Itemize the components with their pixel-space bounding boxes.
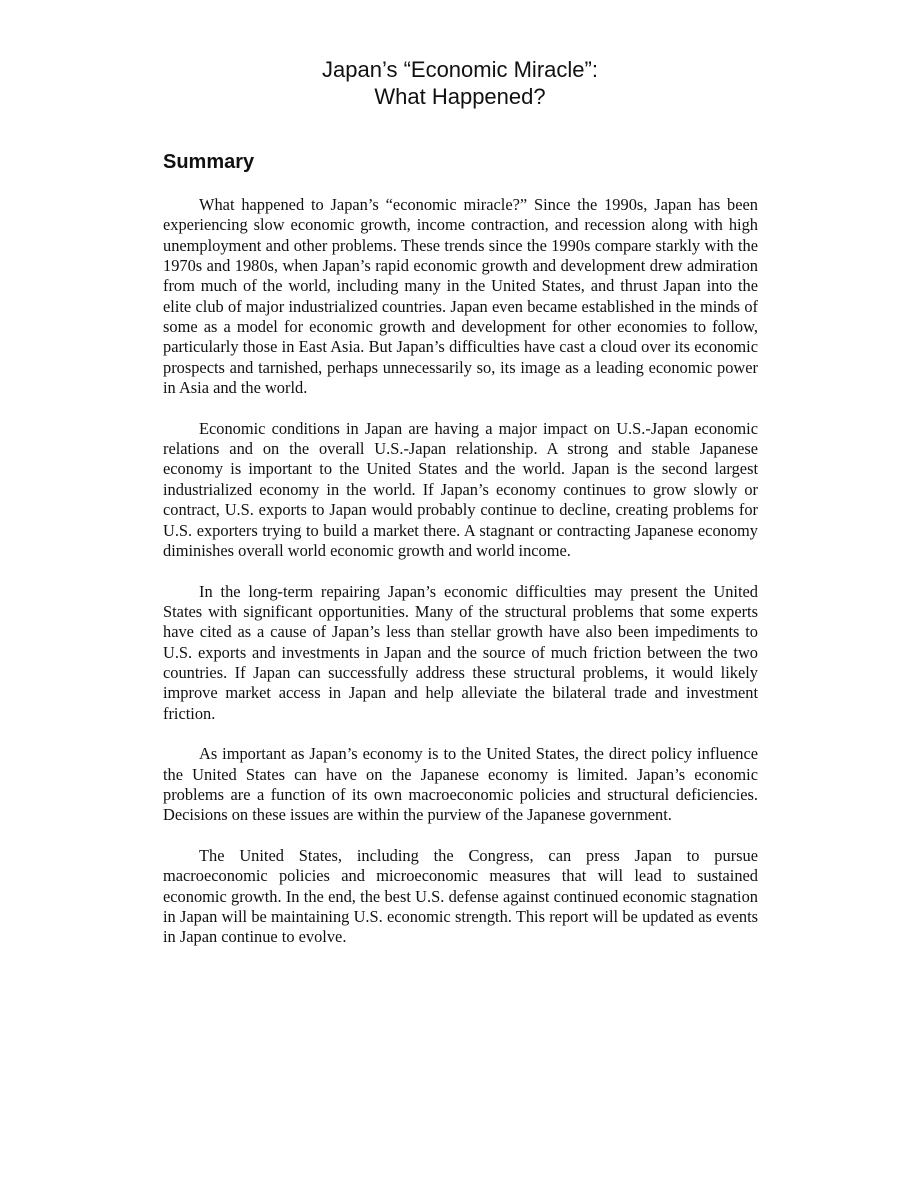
summary-paragraph: What happened to Japan’s “economic miracle?” Since the 1990s, Japan has been experiencing slow economic growth, income contraction, and recession along with high unemployment and other problems. These trends since the 1990s compare starkly with the 1970s and 1980s, when Japan’s rapid economic growth and development drew admiration from much of the world, including many in the United States, and thrust Japan into the elite club of major industrialized countries. Japan even became established in the minds of some as a model for economic growth and development for other economies to follow, particularly those in East Asia. But Japan’s difficulties have cast a cloud over its economic prospects and tarnished, perhaps unnecessarily so, its image as a leading economic power in Asia and the world. — [163, 195, 758, 398]
summary-body — [163, 195, 758, 968]
title-line-2: What Happened? — [374, 84, 546, 109]
summary-paragraph: The United States, including the Congress, can press Japan to pursue macroeconomic policies and microeconomic measures that will lead to sustained economic growth. In the end, the best U.S. defense against continued economic stagnation in Japan will be maintaining U.S. economic strength. This report will be updated as events in Japan continue to evolve. — [163, 846, 758, 947]
section-heading-summary: Summary — [163, 151, 255, 173]
summary-paragraph: In the long-term repairing Japan’s economic difficulties may present the United States with significant opportunities. Many of the structural problems that some experts have cited as a cause of Japan’s less than stellar growth have also been impediments to U.S. exports and investments in Japan and the source of much friction between the two countries. If Japan can successfully address these structural problems, it would likely improve market access in Japan and help alleviate the bilateral trade and investment friction. — [163, 581, 758, 723]
title-line-1: Japan’s “Economic Miracle”: — [322, 57, 598, 82]
summary-paragraph: Economic conditions in Japan are having a major impact on U.S.-Japan economic relations and on the overall U.S.-Japan relationship. A strong and stable Japanese economy is important to the United States and the world. Japan is the second largest industrialized economy in the world. If Japan’s economy continues to grow slowly or contract, U.S. exports to Japan would probably continue to decline, creating problems for U.S. exporters trying to build a market there. A stagnant or contracting Japanese economy diminishes overall world economic growth and world income. — [163, 418, 758, 560]
document-title — [0, 56, 920, 110]
summary-paragraph: As important as Japan’s economy is to the United States, the direct policy influence the United States can have on the Japanese economy is limited. Japan’s economic problems are a function of its own macroeconomic policies and structural deficiencies. Decisions on these issues are within the purview of the Japanese government. — [163, 744, 758, 825]
